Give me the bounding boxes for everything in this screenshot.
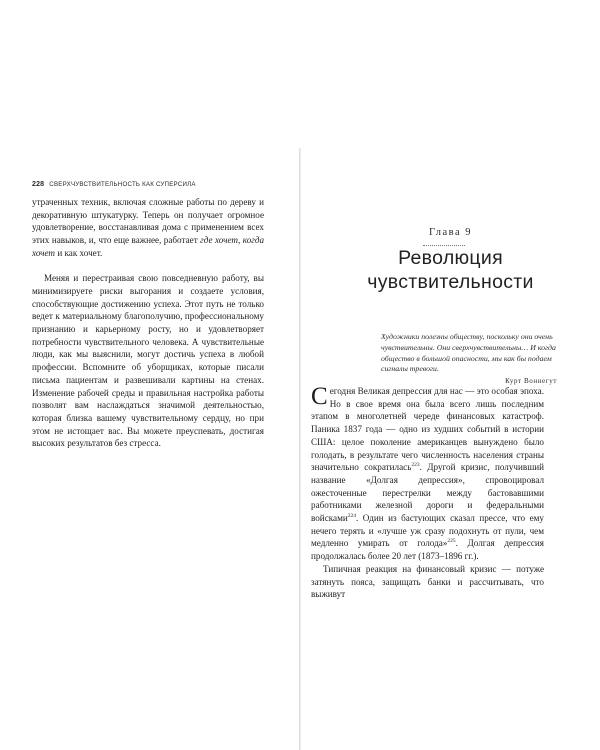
emphasis: когда хочет — [32, 235, 265, 258]
chapter-label: Глава 9 — [428, 227, 473, 238]
chapter-title — [301, 247, 600, 294]
footnote-ref: 224 — [347, 512, 356, 519]
chapter-divider — [423, 245, 465, 246]
text-run: , — [238, 235, 243, 246]
epigraph: Художники полезны обществу, поскольку они очень чувствительны. Они сверхчувствительны… И когда общество в большой опасности, мы как бы подаем сигналы тревоги. — [381, 332, 556, 374]
text-run: . Другой кризис, получивший название «Долгая депрессия», спровоцировал ожесточенные перестрелки между бастовавшими работниками железной дороги и федеральными войсками — [311, 462, 545, 524]
paragraph: Меняя и перестраивая свою повседневную работу, вы минимизируете риски выгорания и создаете условия, способствующие достижению успеха. Этот путь не только ведет к материальному благополучию, профессиональному признанию и карьерному росту, но и удовлетворяет потребности чувствительного человека. А чувствительные люди, как мы выяснили, могут достичь успеха в любой профессии. Вспомните об уборщиках, которые писали письма пациентам и развешивали картины на стенах. Изменение рабочей среды и правильная настройка работы позволят вам наслаждаться значимой деятельностью, которая близка вашему чувствительному сердцу, но при этом не истощает вас. Вы можете преуспевать, достигая высоких результатов без стресса. — [32, 273, 264, 449]
paragraph — [32, 196, 264, 260]
page-number: 228 — [32, 181, 45, 188]
text-run: утраченных техник, включая сложные работы по дереву и декоративную штукатурку. Теперь он получает огромное удовлетворение, восстанавливая дома с применением всех этих навыков, и, что еще важнее, работает — [32, 197, 264, 246]
left-body-text — [32, 196, 264, 450]
chapter-title-line: чувствительности — [367, 270, 534, 293]
text-run: . Долгая депрессия продолжалась более 20 лет (1873–1896 гг.). — [311, 538, 544, 562]
running-head — [32, 181, 196, 188]
right-page — [301, 148, 600, 750]
drop-cap: С — [311, 383, 328, 410]
footnote-ref: 223 — [411, 462, 420, 469]
text-run: и как хочет. — [55, 247, 103, 258]
emphasis: где хочет — [200, 235, 239, 246]
paragraph: Типичная реакция на финансовый кризис — потуже затянуть пояса, защищать банки и рассчитывать, что выживут — [311, 563, 544, 600]
paragraph — [311, 385, 544, 563]
left-page — [0, 148, 299, 750]
text-run: . Один из бастующих сказал прессе, что ему нечего терять и «лучше уж сразу подохнуть от пули, чем медленно умирать от голода» — [311, 513, 544, 549]
running-head-title: СВЕРХЧУВСТВИТЕЛЬНОСТЬ КАК СУПЕРСИЛА — [49, 181, 196, 188]
chapter-title-line: Революция — [398, 247, 503, 269]
text-run: егодня Великая депрессия для нас — это особая эпоха. Но в свое время она была всего лишь последним этапом в многолетней череде финансовых катастроф. Паника 1837 года — одно из худших событий в истории США: целое поколение американцев вынуждено было голодать, в результате чего численность населения страны значительно сократилась — [311, 386, 544, 473]
footnote-ref: 225 — [447, 538, 456, 545]
right-body-text — [311, 385, 544, 601]
epigraph-author: Курт Воннегут — [505, 377, 557, 385]
